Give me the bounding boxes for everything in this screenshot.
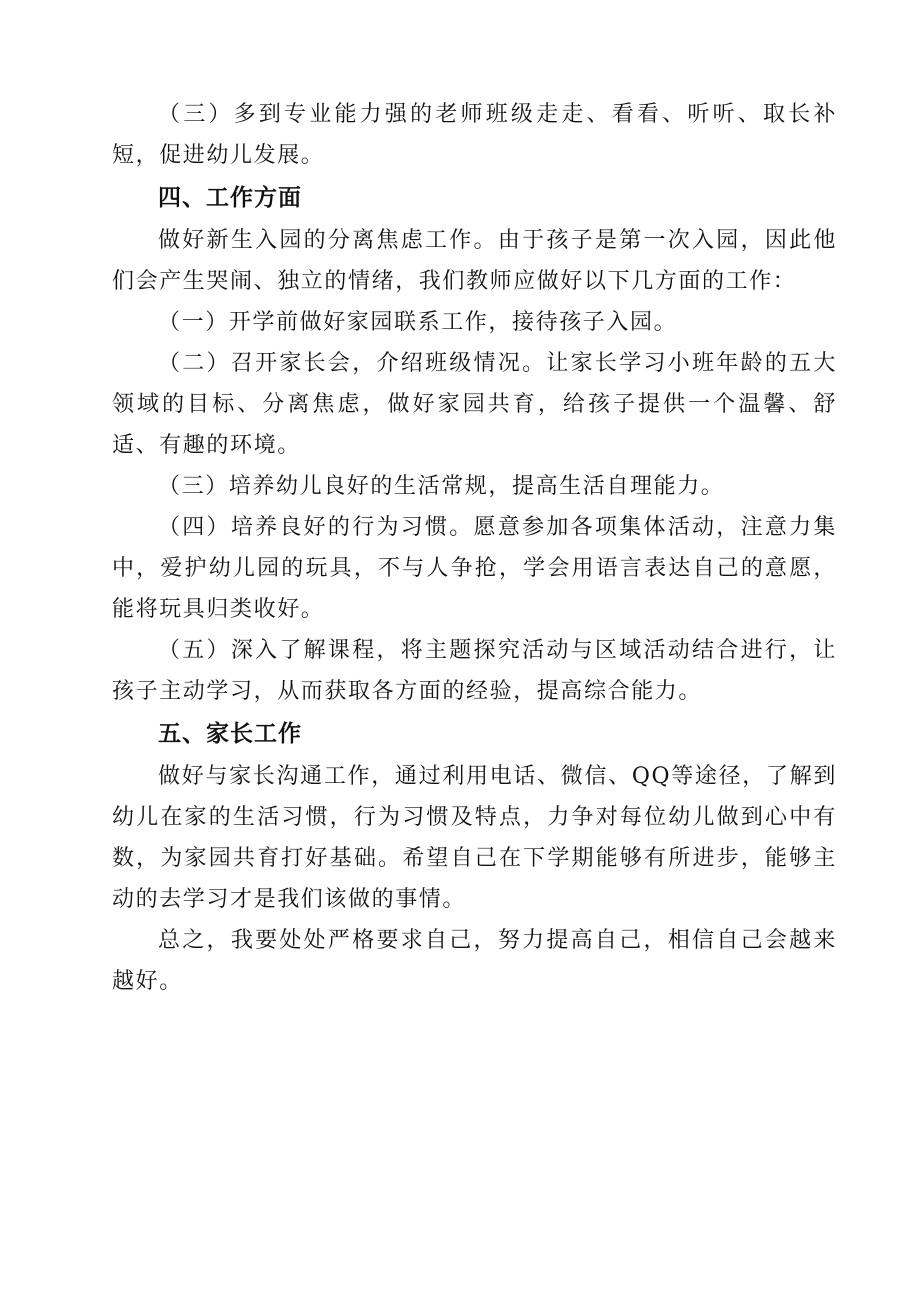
paragraph-work-item-1: （一）开学前做好家园联系工作，接待孩子入园。 [158,310,678,335]
section-heading-parents: 五、家长工作 [158,721,302,747]
paragraph-work-item-5: （五）深入了解课程，将主题探究活动与区域活动结合进行，让孩子主动学习，从而获取各方面的经验，提高综合能力。 [112,638,837,704]
paragraph-observe-others: （三）多到专业能力强的老师班级走走、看看、听听、取长补短，促进幼儿发展。 [112,102,837,168]
document-page [112,94,837,1002]
paragraph-work-item-3: （三）培养幼儿良好的生活常规，提高生活自理能力。 [158,474,725,499]
paragraph-work-intro: 做好新生入园的分离焦虑工作。由于孩子是第一次入园，因此他们会产生哭闹、独立的情绪，我们教师应做好以下几方面的工作： [112,228,837,294]
paragraph-work-item-2: （二）召开家长会，介绍班级情况。让家长学习小班年龄的五大领域的目标、分离焦虑，做好家园共育，给孩子提供一个温馨、舒适、有趣的环境。 [112,351,837,458]
section-heading-work: 四、工作方面 [158,185,302,211]
paragraph-conclusion: 总之，我要处处严格要求自己，努力提高自己，相信自己会越来越好。 [112,928,837,994]
paragraph-parent-work: 做好与家长沟通工作，通过利用电话、微信、QQ等途径，了解到幼儿在家的生活习惯，行为习惯及特点，力争对每位幼儿做到心中有数，为家园共育打好基础。希望自己在下学期能够有所进步，能够主动的去学习才是我们该做的事情。 [112,764,837,912]
paragraph-work-item-4: （四）培养良好的行为习惯。愿意参加各项集体活动，注意力集中，爱护幼儿园的玩具，不与人争抢，学会用语言表达自己的意愿，能将玩具归类收好。 [112,515,837,622]
